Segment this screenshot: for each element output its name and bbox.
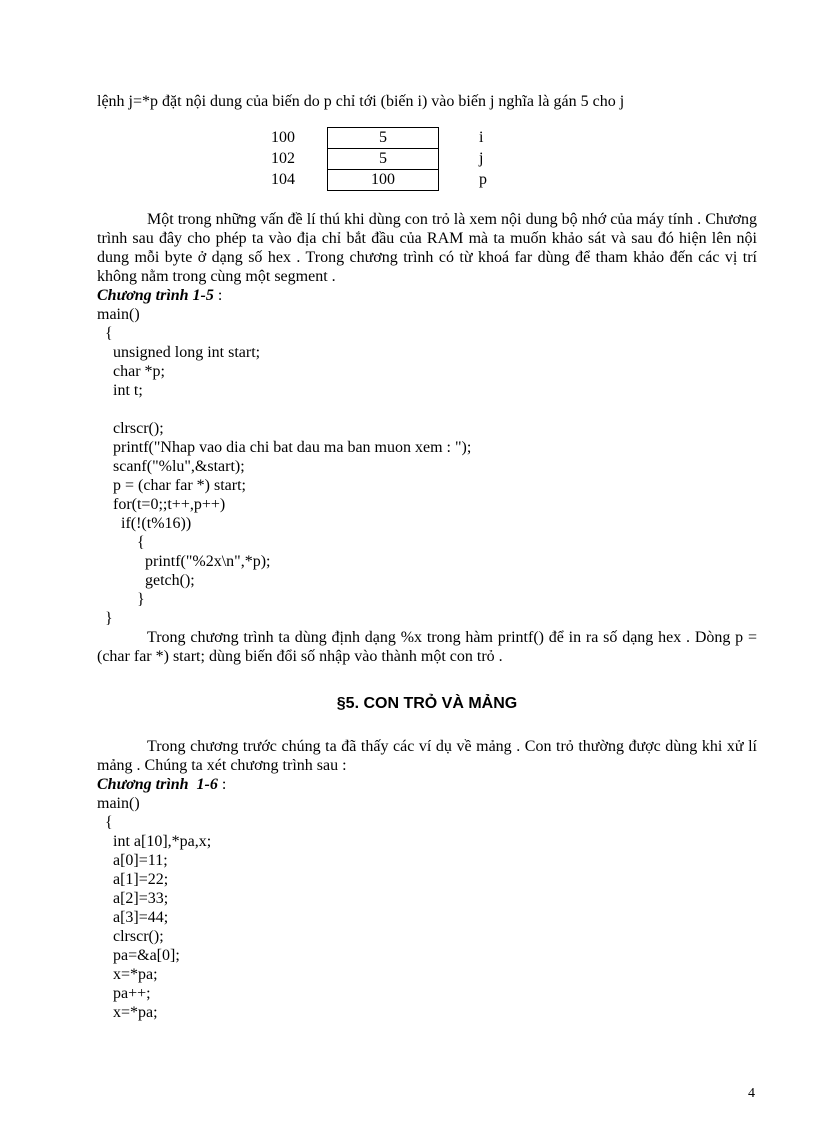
program-label — [97, 286, 757, 305]
paragraph-memory-inspection: Một trong những vấn đề lí thú khi dùng con trỏ là xem nội dung bộ nhớ của máy tính . Chương trình sau đây cho phép ta vào địa chỉ bắt đầu của RAM mà ta muốn khảo sát và sau đó hiện lên nội dung mỗi byte ở dạng số hex . Trong chương trình có từ khoá far dùng để tham khảo đến các vị trí không nằm trong cùng một segment . — [97, 211, 757, 285]
code-line: clrscr(); — [97, 420, 164, 437]
code-line: main() — [97, 306, 140, 323]
code-line: main() — [97, 795, 140, 812]
memory-value: 100 — [328, 170, 439, 191]
paragraph-pointers-arrays: Trong chương trước chúng ta đã thấy các ví dụ về mảng . Con trỏ thường được dùng khi xử lí mảng . Chúng ta xét chương trình sau : — [97, 738, 757, 774]
code-line: { — [97, 325, 113, 342]
code-line: { — [97, 534, 145, 551]
section-title: §5. CON TRỎ VÀ MẢNG — [336, 695, 518, 712]
program-label-suffix: : — [217, 776, 227, 793]
code-line: printf("%2x\n",*p); — [97, 553, 271, 570]
program-label — [97, 775, 757, 794]
code-line: x=*pa; — [97, 1004, 158, 1021]
code-line — [97, 400, 757, 419]
page-content — [97, 92, 757, 1022]
memory-row — [271, 149, 487, 170]
code-line: pa=&a[0]; — [97, 947, 180, 964]
code-line: a[1]=22; — [97, 871, 169, 888]
memory-row — [271, 128, 487, 149]
code-line: printf("Nhap vao dia chi bat dau ma ban muon xem : "); — [97, 439, 472, 456]
code-line: if(!(t%16)) — [97, 515, 192, 532]
program-label-text: Chương trình 1-5 — [97, 287, 214, 304]
intro-text: lệnh j=*p đặt nội dung của biến do p chỉ tới (biến i) vào biến j nghĩa là gán 5 cho j — [97, 93, 625, 110]
memory-row — [271, 170, 487, 191]
memory-value: 5 — [328, 149, 439, 170]
memory-variable: i — [479, 129, 484, 146]
code-line: x=*pa; — [97, 966, 158, 983]
code-block-2 — [97, 794, 757, 1022]
code-line: int t; — [97, 382, 143, 399]
code-line: { — [97, 814, 113, 831]
memory-table — [271, 127, 487, 191]
program-label-text: Chương trình 1-6 — [97, 776, 218, 793]
code-block-1 — [97, 305, 757, 628]
code-line: int a[10],*pa,x; — [97, 833, 212, 850]
code-line: a[0]=11; — [97, 852, 168, 869]
code-line: a[3]=44; — [97, 909, 169, 926]
code-line: scanf("%lu",&start); — [97, 458, 245, 475]
code-line: for(t=0;;t++,p++) — [97, 496, 226, 513]
paragraph-hex-explanation: Trong chương trình ta dùng định dạng %x trong hàm printf() để in ra số dạng hex . Dòng p = (char far *) start; dùng biến đổi số nhập vào thành một con trỏ . — [97, 629, 757, 665]
code-line: pa++; — [97, 985, 151, 1002]
program-label-suffix: : — [213, 287, 223, 304]
memory-value: 5 — [328, 128, 439, 149]
code-line: } — [97, 610, 113, 627]
page-number: 4 — [748, 1086, 755, 1101]
memory-address: 102 — [271, 150, 295, 167]
code-line: char *p; — [97, 363, 165, 380]
memory-variable: p — [479, 171, 487, 188]
code-line: getch(); — [97, 572, 195, 589]
code-line: a[2]=33; — [97, 890, 169, 907]
code-line: clrscr(); — [97, 928, 164, 945]
code-line: unsigned long int start; — [97, 344, 261, 361]
memory-address: 100 — [271, 129, 295, 146]
memory-variable: j — [479, 150, 484, 167]
memory-address: 104 — [271, 171, 295, 188]
code-line: } — [97, 591, 145, 608]
code-line: p = (char far *) start; — [97, 477, 246, 494]
